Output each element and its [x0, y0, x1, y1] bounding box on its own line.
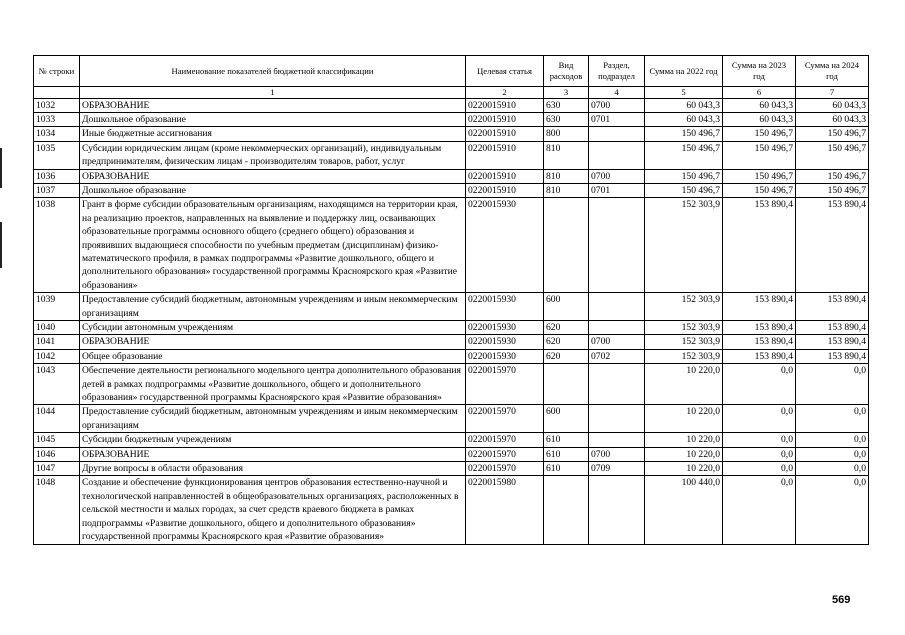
sum-2022-cell: 60 043,3 [645, 98, 723, 112]
expense-type-cell: 600 [544, 293, 589, 321]
sum-2022-cell: 10 220,0 [645, 462, 723, 476]
indicator-name-cell: Субсидии автономным учреждениям [80, 321, 466, 335]
indicator-name-cell: Предоставление субсидий бюджетным, автономным учреждениям и иным некоммерческим организациям [80, 405, 466, 433]
target-article-cell: 0220015930 [466, 349, 544, 363]
indicator-name-cell: Создание и обеспечение функционирования центров образования естественно-научной и технологической направленностей в общеобразовательных организациях, расположенных в сельской местности и малых городах, за счет средств краевого бюджета в рамках подпрограммы «Развитие дошкольного, общего и дополнительного образования» государственной программы Красноярского края «Развитие образования» [80, 476, 466, 544]
table-row [34, 183, 869, 197]
sum-2024-cell: 150 496,7 [796, 169, 869, 183]
column-number: 2 [466, 87, 544, 99]
header-sum-2022: Сумма на 2022 год [645, 56, 723, 87]
scan-margin-mark [0, 222, 2, 268]
column-number-row [34, 87, 869, 99]
sum-2022-cell: 152 303,9 [645, 335, 723, 349]
section-cell: 0701 [589, 112, 645, 126]
indicator-name-cell: Дошкольное образование [80, 183, 466, 197]
row-number-cell: 1033 [34, 112, 80, 126]
sum-2023-cell: 150 496,7 [723, 169, 796, 183]
section-cell [589, 198, 645, 293]
section-cell: 0700 [589, 335, 645, 349]
table-row [34, 447, 869, 461]
expense-type-cell: 810 [544, 169, 589, 183]
target-article-cell: 0220015970 [466, 405, 544, 433]
indicator-name-cell: Субсидии юридическим лицам (кроме некоммерческих организаций), индивидуальным предпринимателям, физическим лицам - производителям товаров, работ, услуг [80, 141, 466, 169]
sum-2022-cell: 152 303,9 [645, 349, 723, 363]
section-cell: 0709 [589, 462, 645, 476]
indicator-name-cell: ОБРАЗОВАНИЕ [80, 447, 466, 461]
sum-2023-cell: 0,0 [723, 462, 796, 476]
header-sum-2023: Сумма на 2023 год [723, 56, 796, 87]
target-article-cell: 0220015910 [466, 112, 544, 126]
target-article-cell: 0220015910 [466, 183, 544, 197]
header-sum-2024: Сумма на 2024 год [796, 56, 869, 87]
section-cell [589, 364, 645, 405]
sum-2023-cell: 0,0 [723, 364, 796, 405]
table-body [34, 98, 869, 544]
sum-2022-cell: 150 496,7 [645, 127, 723, 141]
indicator-name-cell: Дошкольное образование [80, 112, 466, 126]
indicator-name-cell: Предоставление субсидий бюджетным, автономным учреждениям и иным некоммерческим организациям [80, 293, 466, 321]
sum-2023-cell: 153 890,4 [723, 198, 796, 293]
sum-2022-cell: 152 303,9 [645, 198, 723, 293]
section-cell [589, 433, 645, 447]
sum-2022-cell: 10 220,0 [645, 364, 723, 405]
table-row [34, 293, 869, 321]
expense-type-cell: 630 [544, 112, 589, 126]
column-number: 3 [544, 87, 589, 99]
sum-2023-cell: 60 043,3 [723, 98, 796, 112]
scan-margin-mark [0, 148, 2, 188]
indicator-name-cell: ОБРАЗОВАНИЕ [80, 335, 466, 349]
section-cell: 0700 [589, 447, 645, 461]
target-article-cell: 0220015910 [466, 141, 544, 169]
expense-type-cell: 630 [544, 98, 589, 112]
row-number-cell: 1047 [34, 462, 80, 476]
sum-2023-cell: 153 890,4 [723, 349, 796, 363]
sum-2022-cell: 10 220,0 [645, 447, 723, 461]
sum-2023-cell: 153 890,4 [723, 321, 796, 335]
row-number-cell: 1046 [34, 447, 80, 461]
sum-2023-cell: 0,0 [723, 433, 796, 447]
indicator-name-cell: Обеспечение деятельности регионального модельного центра дополнительного образования детей в рамках подпрограммы «Развитие дошкольного, общего и дополнительного образования» государственной программы Красноярского края «Развитие образования» [80, 364, 466, 405]
row-number-cell: 1048 [34, 476, 80, 544]
sum-2023-cell: 60 043,3 [723, 112, 796, 126]
section-cell: 0701 [589, 183, 645, 197]
expense-type-cell: 600 [544, 405, 589, 433]
column-number [34, 87, 80, 99]
section-cell [589, 127, 645, 141]
section-cell: 0700 [589, 98, 645, 112]
sum-2024-cell: 0,0 [796, 447, 869, 461]
section-cell [589, 476, 645, 544]
expense-type-cell: 810 [544, 183, 589, 197]
indicator-name-cell: ОБРАЗОВАНИЕ [80, 98, 466, 112]
target-article-cell: 0220015970 [466, 447, 544, 461]
table-row [34, 127, 869, 141]
sum-2022-cell: 150 496,7 [645, 141, 723, 169]
target-article-cell: 0220015980 [466, 476, 544, 544]
row-number-cell: 1040 [34, 321, 80, 335]
expense-type-cell: 620 [544, 321, 589, 335]
budget-table [33, 55, 869, 545]
sum-2023-cell: 153 890,4 [723, 335, 796, 349]
table-row [34, 462, 869, 476]
sum-2024-cell: 0,0 [796, 433, 869, 447]
row-number-cell: 1036 [34, 169, 80, 183]
indicator-name-cell: Субсидии бюджетным учреждениям [80, 433, 466, 447]
sum-2024-cell: 153 890,4 [796, 198, 869, 293]
sum-2024-cell: 150 496,7 [796, 183, 869, 197]
indicator-name-cell: Другие вопросы в области образования [80, 462, 466, 476]
sum-2022-cell: 152 303,9 [645, 293, 723, 321]
header-expense-type: Вид расходов [544, 56, 589, 87]
row-number-cell: 1043 [34, 364, 80, 405]
table-row [34, 141, 869, 169]
table-header [34, 56, 869, 99]
sum-2023-cell: 0,0 [723, 476, 796, 544]
expense-type-cell: 810 [544, 141, 589, 169]
row-number-cell: 1035 [34, 141, 80, 169]
sum-2024-cell: 60 043,3 [796, 112, 869, 126]
row-number-cell: 1044 [34, 405, 80, 433]
target-article-cell: 0220015970 [466, 364, 544, 405]
table-row [34, 321, 869, 335]
header-target-article: Целевая статья [466, 56, 544, 87]
indicator-name-cell: Иные бюджетные ассигнования [80, 127, 466, 141]
target-article-cell: 0220015910 [466, 169, 544, 183]
sum-2024-cell: 153 890,4 [796, 321, 869, 335]
sum-2023-cell: 0,0 [723, 405, 796, 433]
section-cell: 0702 [589, 349, 645, 363]
sum-2024-cell: 0,0 [796, 462, 869, 476]
expense-type-cell: 610 [544, 447, 589, 461]
target-article-cell: 0220015970 [466, 433, 544, 447]
expense-type-cell [544, 198, 589, 293]
target-article-cell: 0220015930 [466, 321, 544, 335]
column-number: 6 [723, 87, 796, 99]
row-number-cell: 1034 [34, 127, 80, 141]
sum-2022-cell: 150 496,7 [645, 183, 723, 197]
sum-2023-cell: 150 496,7 [723, 183, 796, 197]
header-section: Раздел, подраздел [589, 56, 645, 87]
sum-2022-cell: 10 220,0 [645, 433, 723, 447]
target-article-cell: 0220015910 [466, 127, 544, 141]
expense-type-cell: 620 [544, 335, 589, 349]
header-row-number: № строки [34, 56, 80, 87]
table-row [34, 112, 869, 126]
table-row [34, 98, 869, 112]
table-row [34, 349, 869, 363]
table-row [34, 335, 869, 349]
section-cell [589, 141, 645, 169]
sum-2023-cell: 153 890,4 [723, 293, 796, 321]
sum-2024-cell: 153 890,4 [796, 293, 869, 321]
column-number: 1 [80, 87, 466, 99]
sum-2023-cell: 150 496,7 [723, 141, 796, 169]
target-article-cell: 0220015930 [466, 198, 544, 293]
table-row [34, 364, 869, 405]
indicator-name-cell: Грант в форме субсидии образовательным организациям, находящимся на территории края, на реализацию проектов, направленных на выявление и поддержку лиц, осваивающих образовательные программы основного общего (среднего общего) образования и проявивших выдающиеся способности по учебным предметам (дисциплинам) физико-математического профиля, в рамках подпрограммы «Развитие дошкольного, общего и дополнительного образования» государственной программы Красноярского края «Развитие образования» [80, 198, 466, 293]
column-number: 5 [645, 87, 723, 99]
row-number-cell: 1039 [34, 293, 80, 321]
table-row [34, 476, 869, 544]
sum-2022-cell: 152 303,9 [645, 321, 723, 335]
expense-type-cell [544, 476, 589, 544]
table-row [34, 169, 869, 183]
header-indicator-name: Наименование показателей бюджетной классификации [80, 56, 466, 87]
sum-2024-cell: 153 890,4 [796, 349, 869, 363]
table-row [34, 405, 869, 433]
page-number: 569 [832, 594, 851, 606]
row-number-cell: 1045 [34, 433, 80, 447]
table-row [34, 198, 869, 293]
column-number: 4 [589, 87, 645, 99]
table-row [34, 433, 869, 447]
section-cell [589, 321, 645, 335]
indicator-name-cell: ОБРАЗОВАНИЕ [80, 169, 466, 183]
sum-2022-cell: 10 220,0 [645, 405, 723, 433]
sum-2024-cell: 150 496,7 [796, 141, 869, 169]
row-number-cell: 1037 [34, 183, 80, 197]
expense-type-cell [544, 364, 589, 405]
expense-type-cell: 610 [544, 433, 589, 447]
target-article-cell: 0220015910 [466, 98, 544, 112]
sum-2024-cell: 0,0 [796, 476, 869, 544]
indicator-name-cell: Общее образование [80, 349, 466, 363]
section-cell [589, 405, 645, 433]
expense-type-cell: 620 [544, 349, 589, 363]
sum-2022-cell: 100 440,0 [645, 476, 723, 544]
row-number-cell: 1041 [34, 335, 80, 349]
section-cell: 0700 [589, 169, 645, 183]
column-number: 7 [796, 87, 869, 99]
sum-2024-cell: 0,0 [796, 364, 869, 405]
expense-type-cell: 800 [544, 127, 589, 141]
sum-2024-cell: 150 496,7 [796, 127, 869, 141]
row-number-cell: 1032 [34, 98, 80, 112]
sum-2022-cell: 150 496,7 [645, 169, 723, 183]
target-article-cell: 0220015970 [466, 462, 544, 476]
target-article-cell: 0220015930 [466, 335, 544, 349]
row-number-cell: 1042 [34, 349, 80, 363]
target-article-cell: 0220015930 [466, 293, 544, 321]
row-number-cell: 1038 [34, 198, 80, 293]
section-cell [589, 293, 645, 321]
sum-2022-cell: 60 043,3 [645, 112, 723, 126]
expense-type-cell: 610 [544, 462, 589, 476]
sum-2024-cell: 153 890,4 [796, 335, 869, 349]
sum-2023-cell: 150 496,7 [723, 127, 796, 141]
sum-2023-cell: 0,0 [723, 447, 796, 461]
sum-2024-cell: 60 043,3 [796, 98, 869, 112]
sum-2024-cell: 0,0 [796, 405, 869, 433]
